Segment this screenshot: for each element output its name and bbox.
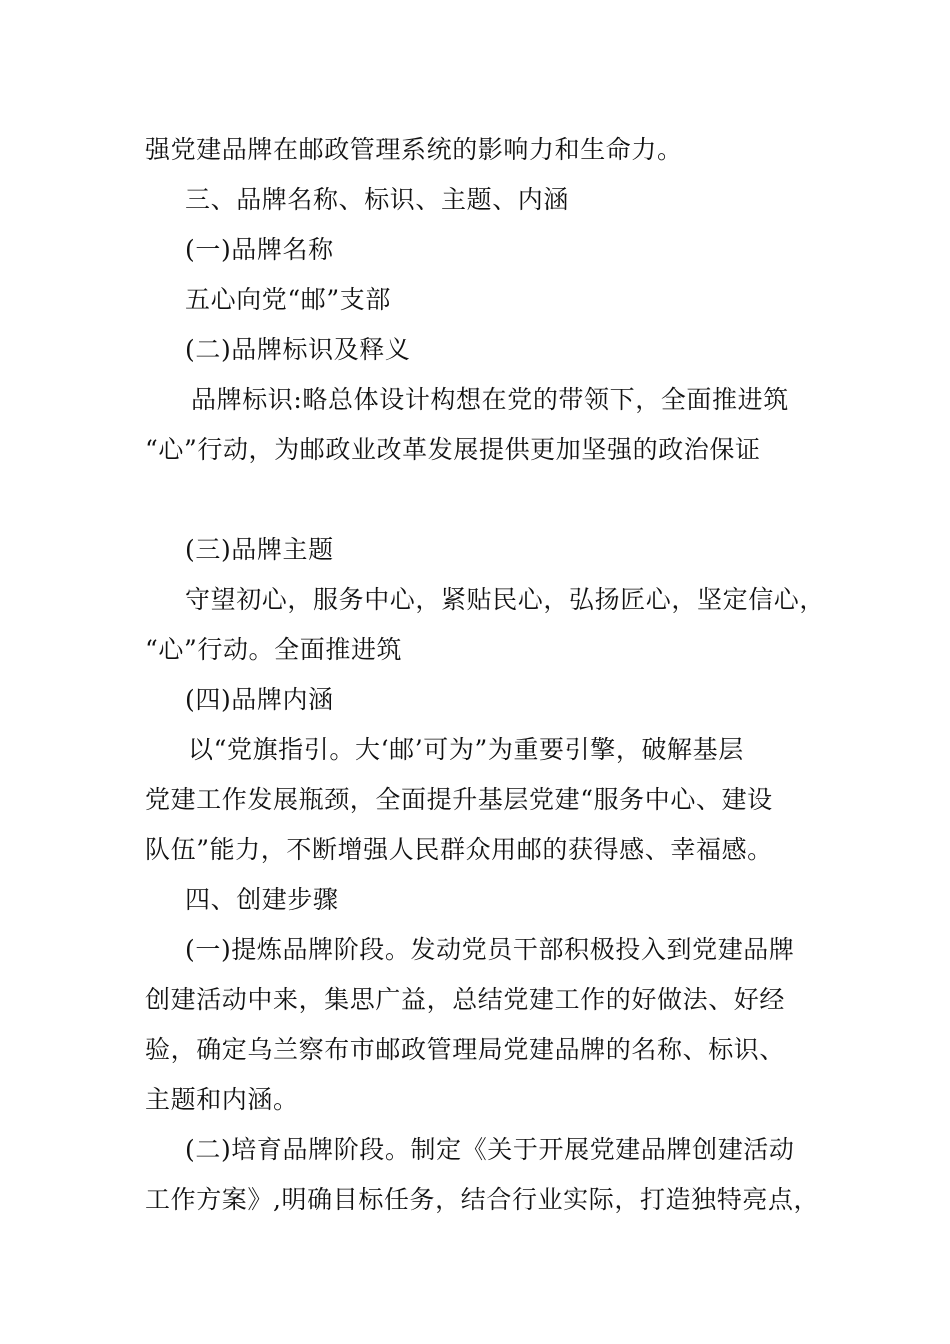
- body-text-line: 队伍”能力，不断增强人民群众用邮的获得感、幸福感。: [145, 835, 773, 864]
- body-text-line: (二)培育品牌阶段。制定《关于开展党建品牌创建活动: [185, 1135, 795, 1164]
- subsection-heading: (四)品牌内涵: [185, 685, 334, 714]
- subsection-heading: (三)品牌主题: [185, 535, 334, 564]
- subsection-heading: (二)品牌标识及释义: [185, 335, 411, 364]
- body-text-line: (一)提炼品牌阶段。发动党员干部积极投入到党建品牌: [185, 935, 795, 964]
- body-text-line: 以“党旗指引。大‘邮’可为”为重要引擎，破解基层: [188, 735, 744, 764]
- body-text-line: 品牌标识:略总体设计构想在党的带领下，全面推进筑: [191, 385, 789, 414]
- body-text-line: 工作方案》,明确目标任务，结合行业实际，打造独特亮点，: [145, 1185, 820, 1214]
- body-text-line: 党建工作发展瓶颈，全面提升基层党建“服务中心、建设: [145, 785, 773, 814]
- section-heading: 四、创建步骤: [185, 885, 339, 914]
- section-heading: 三、品牌名称、标识、主题、内涵: [185, 185, 570, 214]
- body-text-line: 主题和内涵。: [145, 1085, 299, 1114]
- body-text-line: “心”行动，为邮政业改革发展提供更加坚强的政治保证: [145, 435, 761, 464]
- body-text-line: “心”行动。全面推进筑: [145, 635, 403, 664]
- body-text-line: 验，确定乌兰察布市邮政管理局党建品牌的名称、标识、: [145, 1035, 786, 1064]
- body-text-line: 守望初心，服务中心，紧贴民心，弘扬匠心，坚定信心，: [185, 585, 826, 614]
- body-text-line: 五心向党“邮”支部: [185, 285, 391, 314]
- subsection-heading: (一)品牌名称: [185, 235, 334, 264]
- body-text-line: 创建活动中来，集思广益，总结党建工作的好做法、好经: [145, 985, 786, 1014]
- body-text-line: 强党建品牌在邮政管理系统的影响力和生命力。: [145, 135, 683, 164]
